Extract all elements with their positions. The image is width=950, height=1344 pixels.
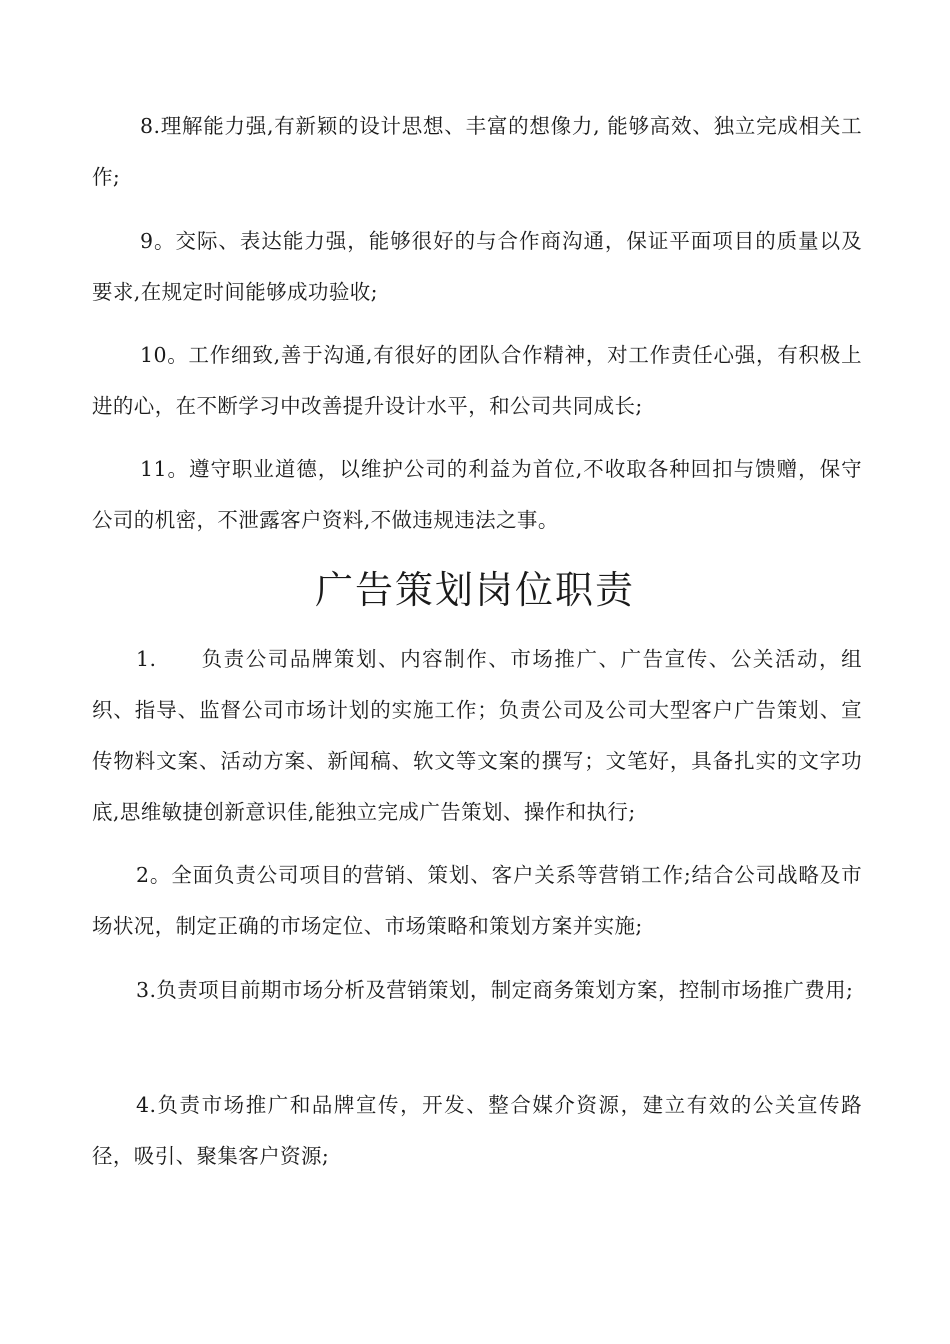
- ad-duty-item-4: 4.负责市场推广和品牌宣传，开发、整合媒介资源，建立有效的公关宣传路径，吸引、聚集客户资源;: [92, 1093, 862, 1168]
- section-title: 广告策划岗位职责: [314, 568, 635, 612]
- duty-item-8: 8.理解能力强,有新颖的设计思想、丰富的想像力, 能够高效、独立完成相关工作;: [92, 114, 862, 189]
- duty-item-11: 11。遵守职业道德，以维护公司的利益为首位,不收取各种回扣与馈赠，保守公司的机密，不泄露客户资料,不做违规违法之事。: [92, 457, 862, 532]
- ad-duty-item-3: 3.负责项目前期市场分析及营销策划，制定商务策划方案，控制市场推广费用;: [136, 978, 854, 1002]
- duty-item-10: 10。工作细致,善于沟通,有很好的团队合作精神，对工作责任心强，有积极上进的心，在不断学习中改善提升设计水平，和公司共同成长;: [92, 343, 862, 418]
- duty-item-9: 9。交际、表达能力强，能够很好的与合作商沟通，保证平面项目的质量以及要求,在规定时间能够成功验收;: [92, 229, 862, 304]
- ad-duty-item-1: 1. 负责公司品牌策划、内容制作、市场推广、广告宣传、公关活动，组织、指导、监督公司市场计划的实施工作；负责公司及公司大型客户广告策划、宣传物料文案、活动方案、新闻稿、软文等文案的撰写；文笔好，具备扎实的文字功底,思维敏捷创新意识佳,能独立完成广告策划、操作和执行;: [92, 647, 862, 824]
- ad-duty-item-2: 2。全面负责公司项目的营销、策划、客户关系等营销工作;结合公司战略及市场状况，制定正确的市场定位、市场策略和策划方案并实施;: [92, 863, 862, 938]
